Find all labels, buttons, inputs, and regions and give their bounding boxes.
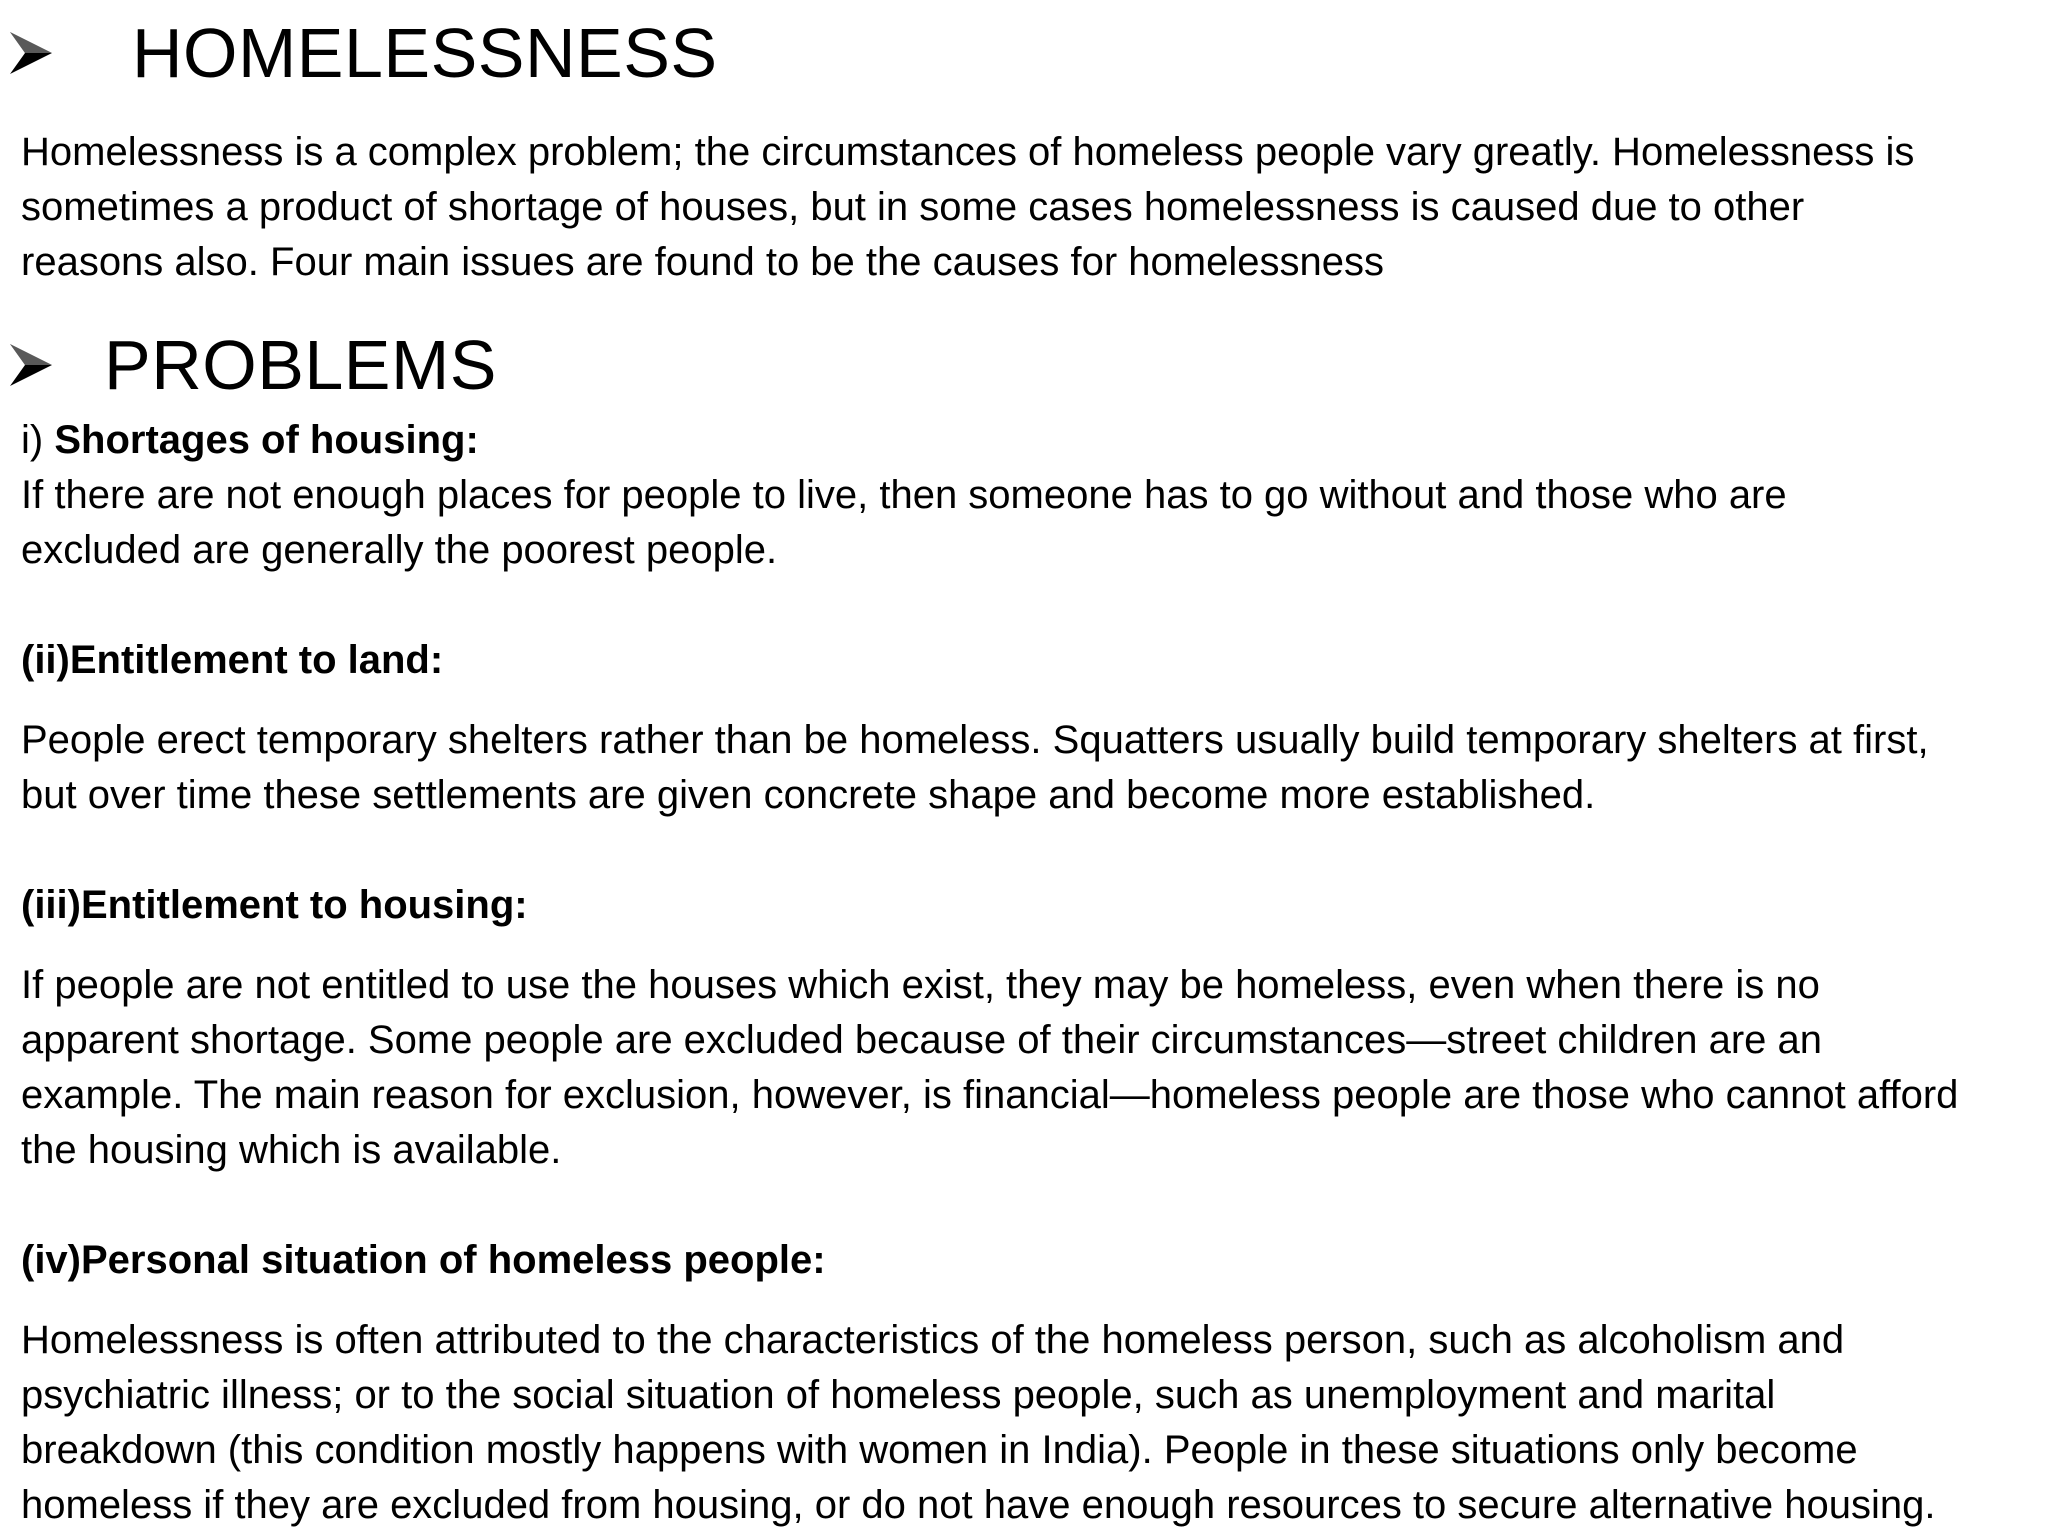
problem-prefix: i) [21, 418, 55, 462]
intro-paragraph: Homelessness is a complex problem; the circumstances of homeless people vary greatly. Homelessness is sometimes a product of shortage of houses, but in some cases homelessness is caused due to other reasons also. Four main issues are found to be the causes for homelessness [21, 130, 1915, 284]
problem-title-text: (iii)Entitlement to housing: [21, 883, 528, 927]
arrowhead-bullet-icon [8, 342, 54, 388]
problem-title-text: (iv)Personal situation of homeless people: [21, 1238, 826, 1282]
problem-body: People erect temporary shelters rather than be homeless. Squatters usually build temporary shelters at first, but over time these settlements are given concrete shape and become more established. [21, 718, 1929, 817]
arrowhead-bullet-icon [8, 30, 54, 76]
heading-problems [8, 326, 497, 404]
problem-title [21, 1233, 826, 1288]
problem-title-text: Shortages of housing: [54, 418, 479, 462]
problem-body: If there are not enough places for people to live, then someone has to go without and those who are excluded are generally the poorest people. [21, 473, 1787, 572]
problem-body: Homelessness is often attributed to the characteristics of the homeless person, such as alcoholism and psychiatric illness; or to the social situation of homeless people, such as unemployment and marital breakdown (this condition mostly happens with women in India). People in these situations only become homeless if they are excluded from housing, or do not have enough resources to secure alternative housing. [21, 1318, 1936, 1527]
problem-body: If people are not entitled to use the houses which exist, they may be homeless, even when there is no apparent shortage. Some people are excluded because of their circumstances—street children are an example. The main reason for exclusion, however, is financial—homeless people are those who cannot afford the housing which is available. [21, 963, 1959, 1172]
problem-title [21, 878, 528, 933]
heading-text: HOMELESSNESS [132, 14, 718, 92]
problem-title [21, 633, 443, 688]
problem-title [21, 413, 479, 468]
problem-title-text: (ii)Entitlement to land: [21, 638, 444, 682]
heading-text: PROBLEMS [104, 326, 497, 404]
heading-homelessness [8, 14, 718, 92]
